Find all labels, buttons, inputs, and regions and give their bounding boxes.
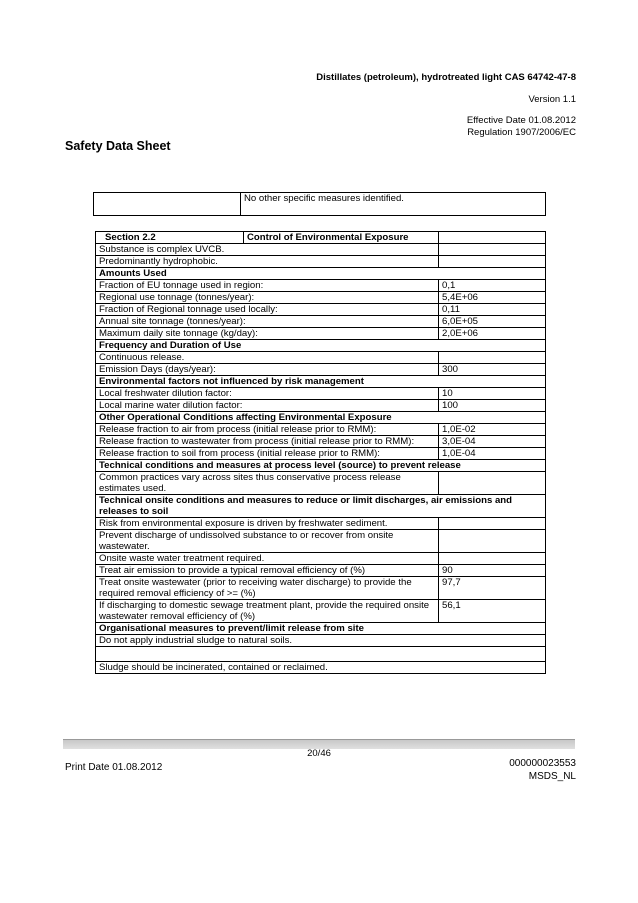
row-text: Substance is complex UVCB.	[96, 244, 439, 256]
section-number: Section 2.2	[96, 232, 244, 244]
table-row	[96, 352, 546, 364]
table-row	[96, 304, 546, 316]
section-row	[96, 232, 546, 244]
row-value: 2,0E+06	[439, 328, 546, 340]
heading-organisational-measures: Organisational measures to prevent/limit release from site	[96, 623, 546, 635]
row-value: 90	[439, 565, 546, 577]
row-label: Treat onsite wastewater (prior to receiving water discharge) to provide the required removal efficiency of >= (%)	[96, 577, 439, 600]
exposure-table	[95, 231, 546, 674]
row-label: Annual site tonnage (tonnes/year):	[96, 316, 439, 328]
row-label: Fraction of Regional tonnage used locally:	[96, 304, 439, 316]
row-label: Maximum daily site tonnage (kg/day):	[96, 328, 439, 340]
top-table	[93, 192, 546, 216]
table-row	[96, 424, 546, 436]
top-table-text: No other specific measures identified.	[241, 193, 546, 216]
document-id-block	[509, 757, 576, 783]
table-row	[96, 518, 546, 530]
print-date: Print Date 01.08.2012	[65, 762, 163, 773]
row-label: Regional use tonnage (tonnes/year):	[96, 292, 439, 304]
document-number: 000000023553	[509, 758, 576, 769]
row-label: If discharging to domestic sewage treatment plant, provide the required onsite wastewater removal efficiency of (%)	[96, 600, 439, 623]
table-row	[96, 635, 546, 647]
row-text: Onsite waste water treatment required.	[96, 553, 439, 565]
table-row	[96, 662, 546, 674]
row-label: Treat air emission to provide a typical removal efficiency of (%)	[96, 565, 439, 577]
table-row	[96, 565, 546, 577]
row-label: Release fraction to wastewater from process (initial release prior to RMM):	[96, 436, 439, 448]
table-row	[96, 530, 546, 553]
heading-row	[96, 340, 546, 352]
heading-row	[96, 495, 546, 518]
row-label: Release fraction to soil from process (initial release prior to RMM):	[96, 448, 439, 460]
table-row	[96, 600, 546, 623]
row-value: 0,1	[439, 280, 546, 292]
version: Version 1.1	[528, 94, 576, 105]
table-row	[96, 577, 546, 600]
empty-row	[96, 647, 546, 662]
table-row	[96, 328, 546, 340]
table-row	[96, 472, 546, 495]
table-row	[96, 436, 546, 448]
heading-technical-conditions: Technical conditions and measures at process level (source) to prevent release	[96, 460, 546, 472]
table-row	[96, 256, 546, 268]
heading-onsite-conditions: Technical onsite conditions and measures to reduce or limit discharges, air emissions and releases to soil	[96, 495, 546, 518]
row-text: Common practices vary across sites thus conservative process release estimates used.	[96, 472, 439, 495]
heading-env-factors: Environmental factors not influenced by risk management	[96, 376, 546, 388]
row-label: Local marine water dilution factor:	[96, 400, 439, 412]
table-row	[96, 388, 546, 400]
row-value: 3,0E-04	[439, 436, 546, 448]
regulation: Regulation 1907/2006/EC	[467, 127, 576, 138]
heading-row	[96, 268, 546, 280]
row-text: Do not apply industrial sludge to natural soils.	[96, 635, 546, 647]
page-title: Safety Data Sheet	[65, 139, 171, 153]
table-row	[96, 292, 546, 304]
effective-date: Effective Date 01.08.2012	[466, 115, 576, 126]
row-label: Emission Days (days/year):	[96, 364, 439, 376]
row-value: 6,0E+05	[439, 316, 546, 328]
heading-row	[96, 376, 546, 388]
row-label: Release fraction to air from process (initial release prior to RMM):	[96, 424, 439, 436]
row-value: 100	[439, 400, 546, 412]
document-code: MSDS_NL	[528, 771, 576, 782]
section-title: Control of Environmental Exposure	[244, 232, 439, 244]
heading-row	[96, 460, 546, 472]
product-title: Distillates (petroleum), hydrotreated light CAS 64742-47-8	[316, 72, 576, 83]
heading-row	[96, 412, 546, 424]
row-value: 1,0E-02	[439, 424, 546, 436]
top-table-empty-cell	[94, 193, 241, 216]
section-empty-cell	[439, 232, 546, 244]
table-row	[96, 448, 546, 460]
row-label: Fraction of EU tonnage used in region:	[96, 280, 439, 292]
table-row	[96, 316, 546, 328]
table-row	[96, 400, 546, 412]
row-text: Continuous release.	[96, 352, 439, 364]
row-value: 5,4E+06	[439, 292, 546, 304]
heading-frequency: Frequency and Duration of Use	[96, 340, 546, 352]
row-text: Sludge should be incinerated, contained or reclaimed.	[96, 662, 546, 674]
row-label: Local freshwater dilution factor:	[96, 388, 439, 400]
row-value: 0,11	[439, 304, 546, 316]
heading-row	[96, 623, 546, 635]
row-value: 1,0E-04	[439, 448, 546, 460]
table-row	[96, 364, 546, 376]
page-number: 20/46	[307, 748, 331, 759]
row-value: 56,1	[439, 600, 546, 623]
table-row	[96, 553, 546, 565]
row-text: Predominantly hydrophobic.	[96, 256, 439, 268]
table-row	[96, 244, 546, 256]
row-text: Prevent discharge of undissolved substance to or recover from onsite wastewater.	[96, 530, 439, 553]
row-text: Risk from environmental exposure is driven by freshwater sediment.	[96, 518, 439, 530]
row-value: 10	[439, 388, 546, 400]
heading-amounts: Amounts Used	[96, 268, 546, 280]
row-value: 300	[439, 364, 546, 376]
row-value: 97,7	[439, 577, 546, 600]
table-row	[96, 280, 546, 292]
heading-other-conditions: Other Operational Conditions affecting Environmental Exposure	[96, 412, 546, 424]
